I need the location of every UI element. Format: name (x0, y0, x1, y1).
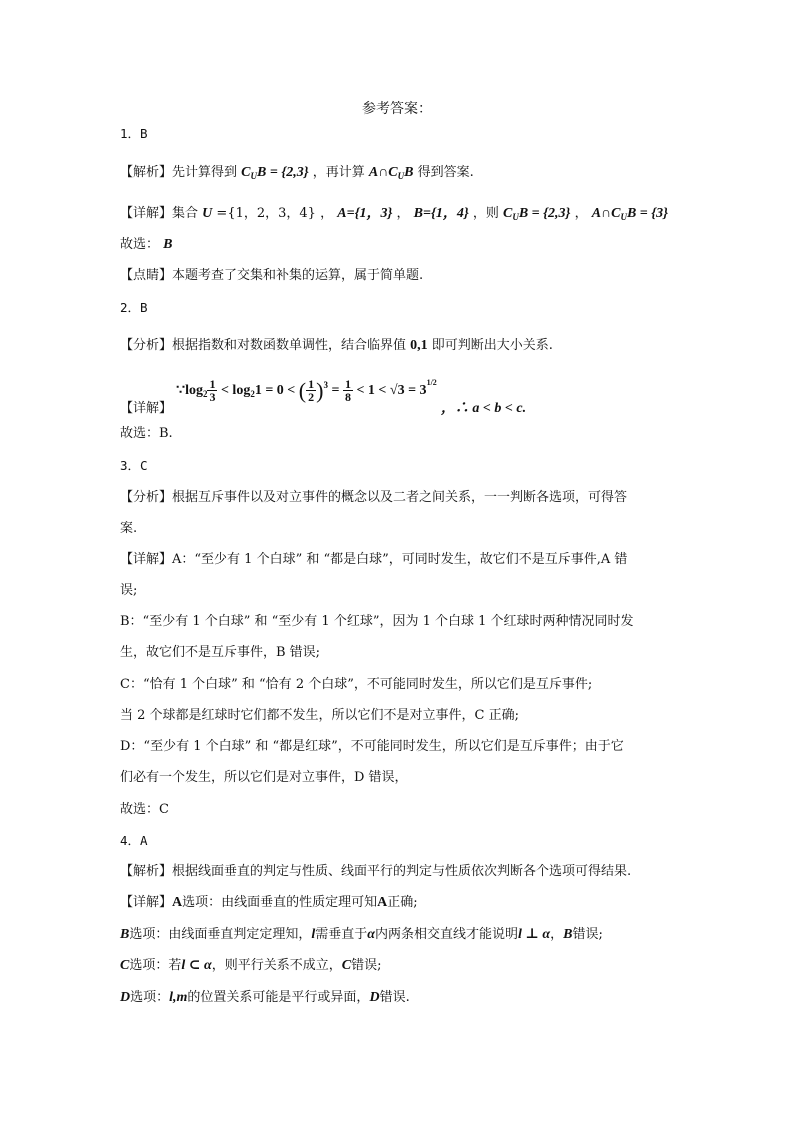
q2-analysis: 【分析】根据指数和对数函数单调性，结合临界值 0,1 即可判断出大小关系. (120, 338, 553, 353)
q3-detail-a-line2: 误; (120, 583, 138, 598)
formula-l-subset-alpha: l ⊂ α (181, 958, 212, 973)
q2-detail: 【详解】 $\because\log_2$ $\frac{1}{3}$ < $\log_21 = 0$ < ( $\frac{1}{2}$ )$^3$ = $\frac{1}{8}$ < $1 < √3 = 3^{1/2}$ ，∴ a < b < c. (120, 377, 527, 416)
set-u-symbol: U (202, 206, 213, 221)
set-a: A={1，3} (337, 206, 393, 221)
q4-detail-d: D选项：l,m的位置关系可能是平行或异面，D错误. (120, 990, 410, 1005)
formula-complement-b: $C_UB = \{2,3\}$ (241, 165, 309, 181)
q3-detail-a-line1: 【详解】A：“至少有 1 个白球” 和 “都是白球”，可同时发生，故它们不是互斥事件,A 错 (120, 552, 628, 567)
q3-detail-b-line2: 生，故它们不是互斥事件，B 错误; (120, 645, 321, 660)
q2-choose: 故选：B. (120, 426, 173, 441)
set-b: B={1，4} (413, 206, 469, 221)
q3-analysis-line1: 【分析】根据互斥事件以及对立事件的概念以及二者之间关系，一一判断各选项，可得答 (120, 490, 628, 505)
q3-detail-d-line2: 们必有一个发生，所以它们是对立事件，D 错误， (120, 770, 408, 785)
q1-number: 1．B (120, 126, 148, 141)
q1-detail: 【详解】集合 U ={1，2，3，4} ， A={1，3} ， B={1，4} ，则 $C_UB = \{2,3\}$ ， $A\cap C_UB = \{3\}$ (120, 206, 669, 222)
formula-a-cap-complement: $A\cap C_UB$ (368, 165, 414, 181)
q3-detail-b-line1: B：“至少有 1 个白球” 和 “至少有 1 个红球”，因为 1 个白球 1 个红球时两种情况同时发 (120, 614, 634, 629)
q1-choose-value: B (163, 237, 173, 252)
formula-log-exp-compare: $\because\log_2$ $\frac{1}{3}$ < $\log_21 = 0$ < ( $\frac{1}{2}$ )$^3$ = $\frac{1}{8}$ < $1 < √3 = 3^{1/2}$ (176, 377, 437, 405)
q1-analysis: 【解析】先计算得到 $C_UB = \{2,3\}$ ，再计算 $A\cap C_UB$ 得到答案. (120, 165, 474, 181)
q3-choose: 故选：C (120, 802, 169, 817)
q3-detail-d-line1: D：“至少有 1 个白球” 和 “都是红球”，不可能同时发生，所以它们是互斥事件；由于它 (120, 739, 624, 754)
page-title: 参考答案： (362, 101, 432, 117)
formula-complement-result: $C_UB = \{2,3\}$ (503, 206, 571, 222)
critical-values: 0,1 (410, 338, 428, 353)
q3-detail-c-line1: C：“恰有 1 个白球” 和 “恰有 2 个白球”，不可能同时发生，所以它们是互斥事件; (120, 677, 593, 692)
set-u: ={1，2，3，4} (216, 206, 316, 221)
formula-l-perp-alpha: l ⊥ α (518, 927, 551, 942)
q4-detail-b: B选项：由线面垂直判定定理知，l需垂直于α内两条相交直线才能说明l ⊥ α，B错误; (120, 927, 603, 942)
q2-conclusion: ，∴ a < b < c. (440, 401, 527, 416)
q3-detail-c-line2: 当 2 个球都是红球时它们都不发生，所以它们不是对立事件，C 正确; (120, 708, 519, 723)
q3-analysis-line2: 案. (120, 521, 138, 536)
q3-number: 3．C (120, 458, 148, 473)
q1-choose: 故选： B (120, 237, 173, 252)
q2-number: 2．B (120, 300, 148, 315)
q4-detail-c: C选项：若l ⊂ α，则平行关系不成立，C错误; (120, 958, 382, 973)
q4-detail-a: 【详解】A选项：由线面垂直的性质定理可知A正确; (120, 895, 418, 910)
formula-l-m: l,m (169, 990, 188, 1005)
q4-number: 4．A (120, 833, 148, 848)
q4-analysis: 【解析】根据线面垂直的判定与性质、线面平行的判定与性质依次判断各个选项可得结果. (120, 864, 632, 879)
q1-comment: 【点睛】本题考查了交集和补集的运算，属于简单题. (120, 268, 424, 283)
formula-intersection-result: $A\cap C_UB = \{3\}$ (591, 206, 669, 222)
